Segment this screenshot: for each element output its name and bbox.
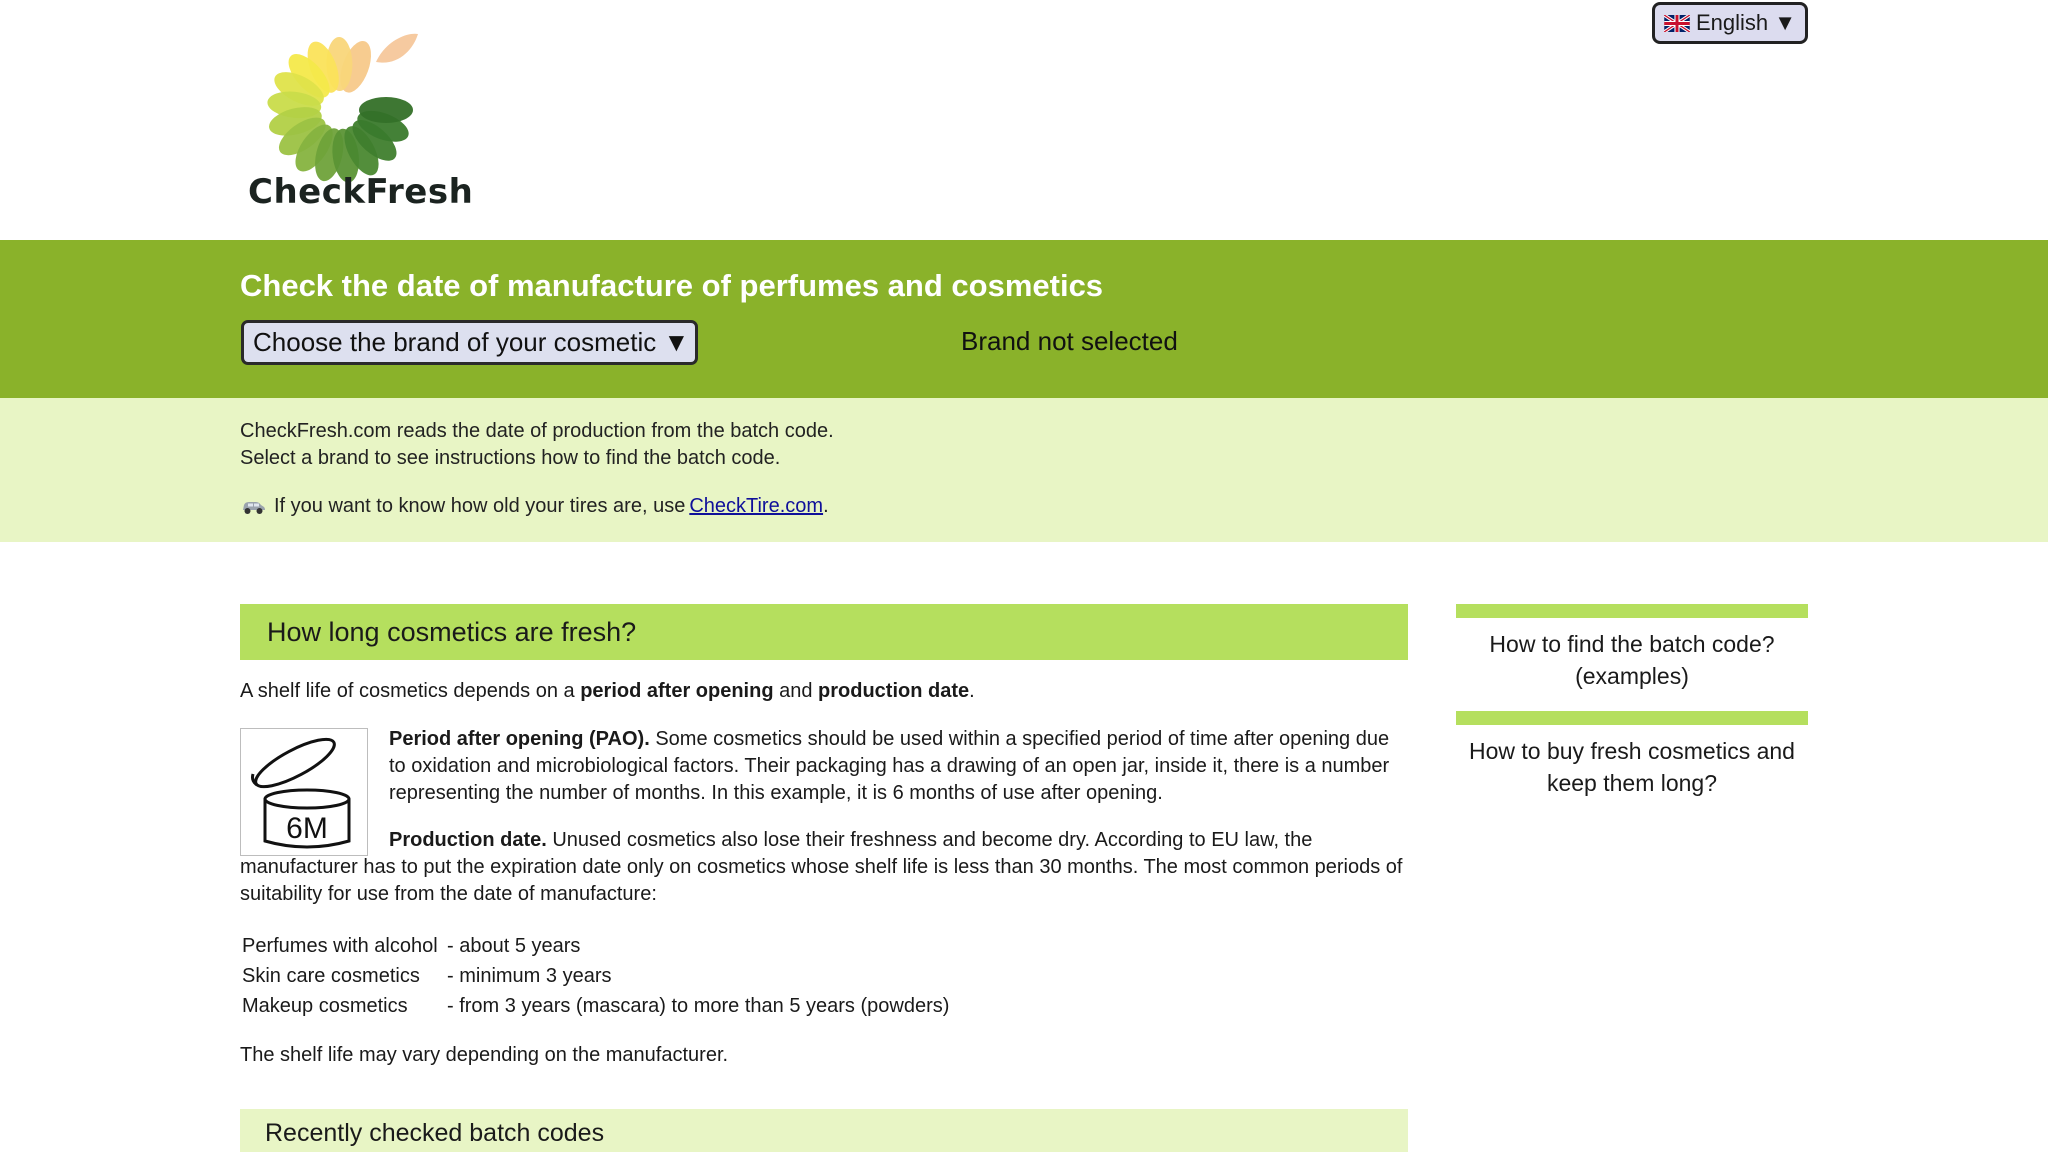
brand-status-text: Brand not selected xyxy=(961,326,1178,356)
section-heading-freshness: How long cosmetics are fresh? xyxy=(240,604,1408,660)
info-line-1: CheckFresh.com reads the date of production from the batch code. xyxy=(240,420,834,442)
period-value: - about 5 years xyxy=(447,934,581,957)
sidebar-link-buy-fresh[interactable]: How to buy fresh cosmetics and keep them long? xyxy=(1456,711,1808,806)
logo-wordmark[interactable]: CheckFresh xyxy=(248,172,474,212)
shelf-life-table xyxy=(240,931,951,1021)
pao-description xyxy=(389,726,1409,807)
intro-bold-production: production date xyxy=(818,680,970,702)
pao-icon-label: 6M xyxy=(286,812,328,845)
pao-title: Period after opening (PAO). xyxy=(389,728,650,750)
table-row xyxy=(240,931,951,961)
tires-note-suffix: . xyxy=(823,495,829,517)
intro-bold-pao: period after opening xyxy=(580,680,774,702)
production-body: Unused cosmetics also lose their freshness and become dry. According to EU law, the manufacturer has to put the expiration date only on cosmetics whose shelf life is less than 30 months. The most common periods of suitability for use from the date of manufacture: xyxy=(240,829,1403,905)
production-title: Production date. xyxy=(389,829,547,851)
intro-suffix: . xyxy=(969,680,975,702)
brand-select-label: Choose the brand of your cosmetic ▼ xyxy=(253,327,690,357)
brand-search-band xyxy=(0,240,2048,398)
period-kind: Perfumes with alcohol xyxy=(242,934,438,957)
table-row xyxy=(240,961,951,991)
sidebar-link-find-batch-code[interactable]: How to find the batch code? (examples) xyxy=(1456,604,1808,699)
pao-body: Some cosmetics should be used within a specified period of time after opening due to oxidation and microbiological factors. Their packaging has a drawing of an open jar, inside it, there is a number representing the number of months. In this example, it is 6 months of use after opening. xyxy=(389,728,1390,804)
intro-mid: and xyxy=(773,680,819,702)
info-panel xyxy=(0,398,2048,542)
period-kind: Skin care cosmetics xyxy=(242,964,420,987)
car-icon xyxy=(240,499,266,515)
brand-select-dropdown[interactable] xyxy=(241,320,698,365)
info-line-2: Select a brand to see instructions how to find the batch code. xyxy=(240,447,781,469)
tires-note xyxy=(240,495,829,518)
language-label: English ▼ xyxy=(1695,10,1797,35)
period-kind: Makeup cosmetics xyxy=(242,994,408,1017)
site-header xyxy=(0,0,2048,240)
language-selector[interactable] xyxy=(1652,2,1808,44)
tires-note-prefix: If you want to know how old your tires are, use xyxy=(274,495,686,517)
shelf-life-note: The shelf life may vary depending on the manufacturer. xyxy=(240,1044,729,1066)
page-title: Check the date of manufacture of perfumes and cosmetics xyxy=(240,268,1104,303)
uk-flag-icon xyxy=(1664,15,1690,32)
section-heading-recent-codes: Recently checked batch codes xyxy=(240,1109,1408,1152)
table-row xyxy=(240,991,951,1021)
period-value: - from 3 years (mascara) to more than 5 years (powders) xyxy=(447,994,950,1017)
main-content xyxy=(240,604,1408,1147)
logo-petal xyxy=(359,97,413,123)
intro-prefix: A shelf life of cosmetics depends on a xyxy=(240,680,581,702)
production-description xyxy=(240,827,1408,908)
intro-text xyxy=(240,678,1408,705)
period-value: - minimum 3 years xyxy=(447,964,612,987)
checktire-link[interactable]: CheckTire.com xyxy=(689,495,824,517)
